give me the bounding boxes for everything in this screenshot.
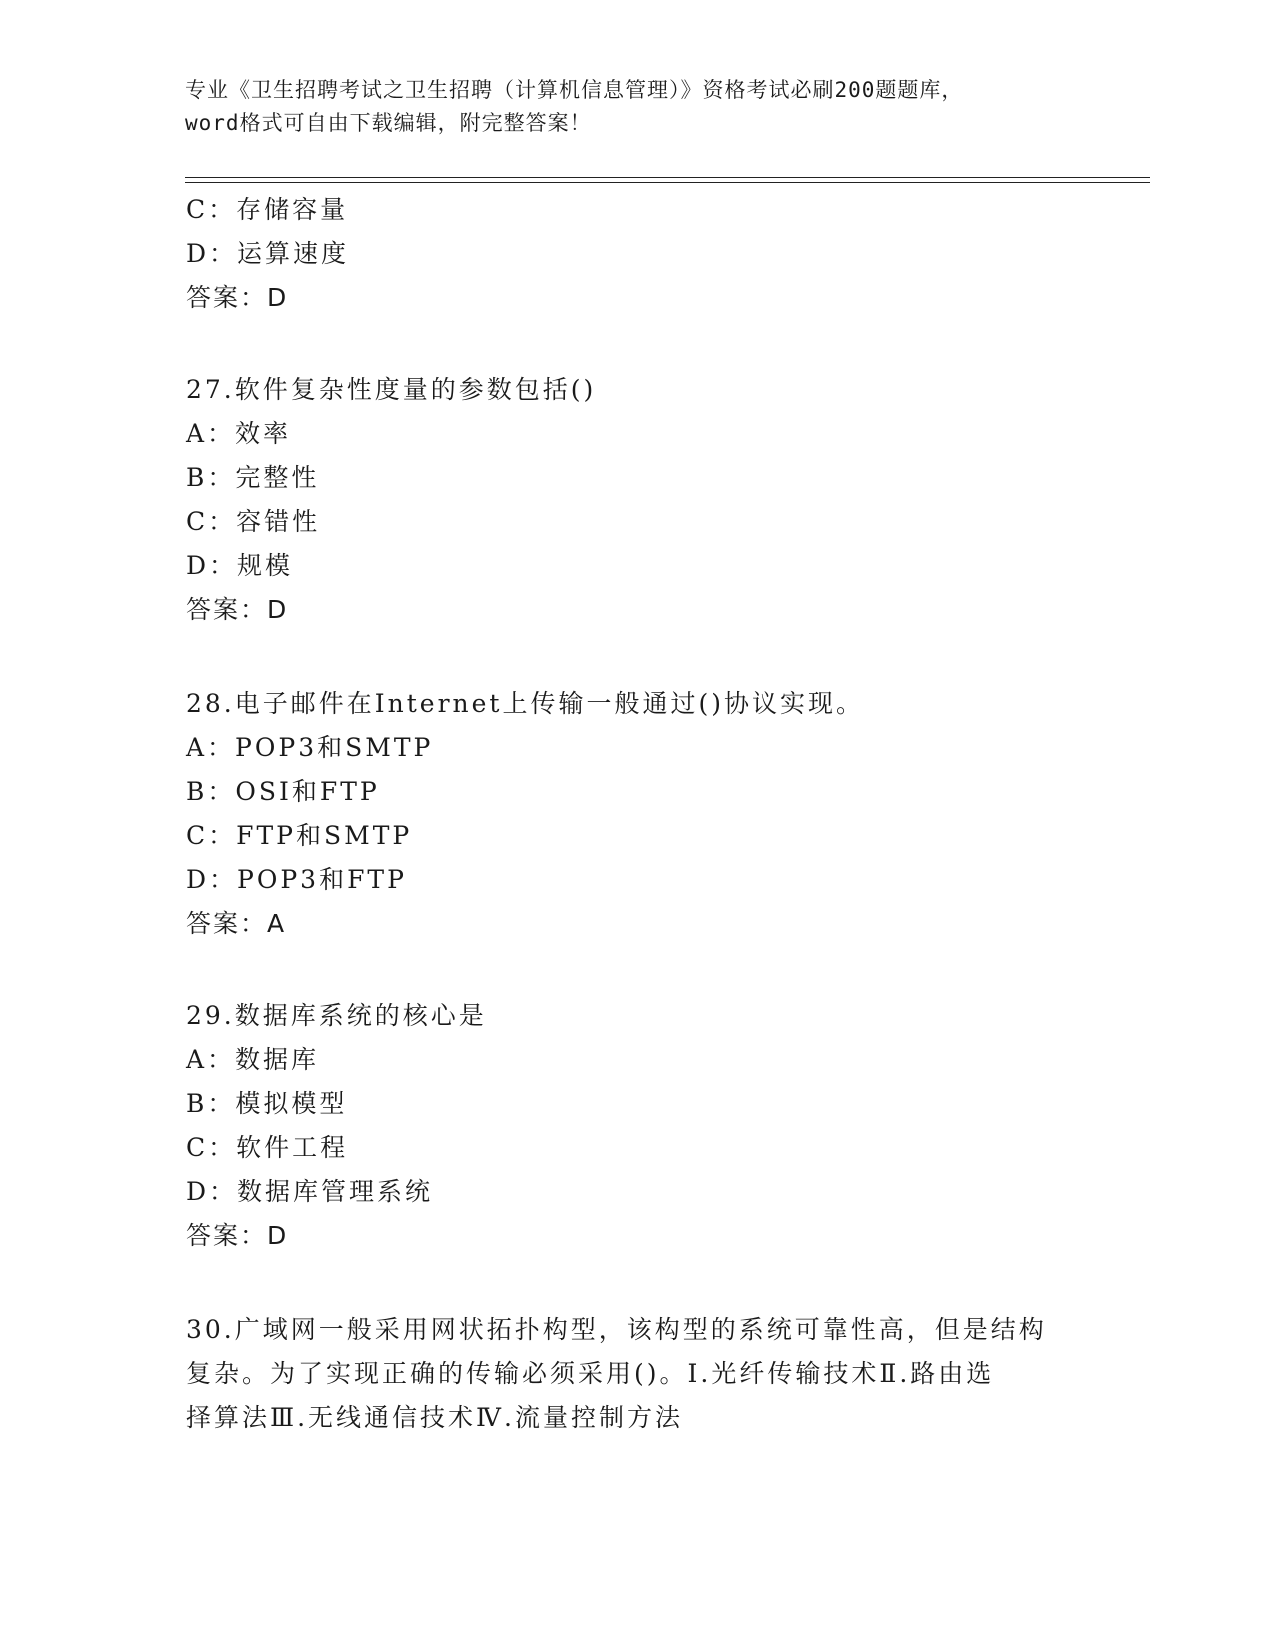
q27-question: 27.软件复杂性度量的参数包括() — [186, 375, 597, 404]
header-divider-bottom — [185, 182, 1150, 183]
q28-option-c: C：FTP和SMTP — [186, 821, 413, 850]
q27-answer: 答案：D — [186, 595, 289, 624]
q28-answer: 答案：A — [186, 909, 287, 938]
q26-option-c: C：存储容量 — [186, 195, 349, 224]
q27-option-a: A：效率 — [186, 419, 292, 448]
q27-option-c: C：容错性 — [186, 507, 321, 536]
q28-question: 28.电子邮件在Internet上传输一般通过()协议实现。 — [186, 689, 864, 718]
q27-option-b: B：完整性 — [186, 463, 320, 492]
q29-answer: 答案：D — [186, 1221, 289, 1250]
q29-option-b: B：模拟模型 — [186, 1089, 348, 1118]
q30-question-line-1: 30.广域网一般采用网状拓扑构型，该构型的系统可靠性高，但是结构 — [186, 1315, 1047, 1344]
document-header — [185, 74, 1085, 140]
header-line-2: word格式可自由下载编辑，附完整答案！ — [185, 111, 592, 135]
q26-answer: 答案：D — [186, 283, 289, 312]
q28-option-a: A：POP3和SMTP — [186, 733, 434, 762]
q27-option-d: D：规模 — [186, 551, 294, 580]
q28-option-b: B：OSI和FTP — [186, 777, 380, 806]
q28-option-d: D：POP3和FTP — [186, 865, 407, 894]
q29-option-c: C：软件工程 — [186, 1133, 349, 1162]
q26-option-d: D：运算速度 — [186, 239, 350, 268]
q29-option-d: D：数据库管理系统 — [186, 1177, 434, 1206]
q29-option-a: A：数据库 — [186, 1045, 320, 1074]
q29-question: 29.数据库系统的核心是 — [186, 1001, 487, 1030]
q30-question-line-2: 复杂。为了实现正确的传输必须采用()。Ⅰ.光纤传输技术Ⅱ.路由选 — [186, 1359, 995, 1388]
q30-question-line-3: 择算法Ⅲ.无线通信技术Ⅳ.流量控制方法 — [186, 1403, 683, 1432]
header-line-1: 专业《卫生招聘考试之卫生招聘（计算机信息管理）》资格考试必刷200题题库， — [185, 78, 964, 102]
header-divider-top — [185, 177, 1150, 178]
